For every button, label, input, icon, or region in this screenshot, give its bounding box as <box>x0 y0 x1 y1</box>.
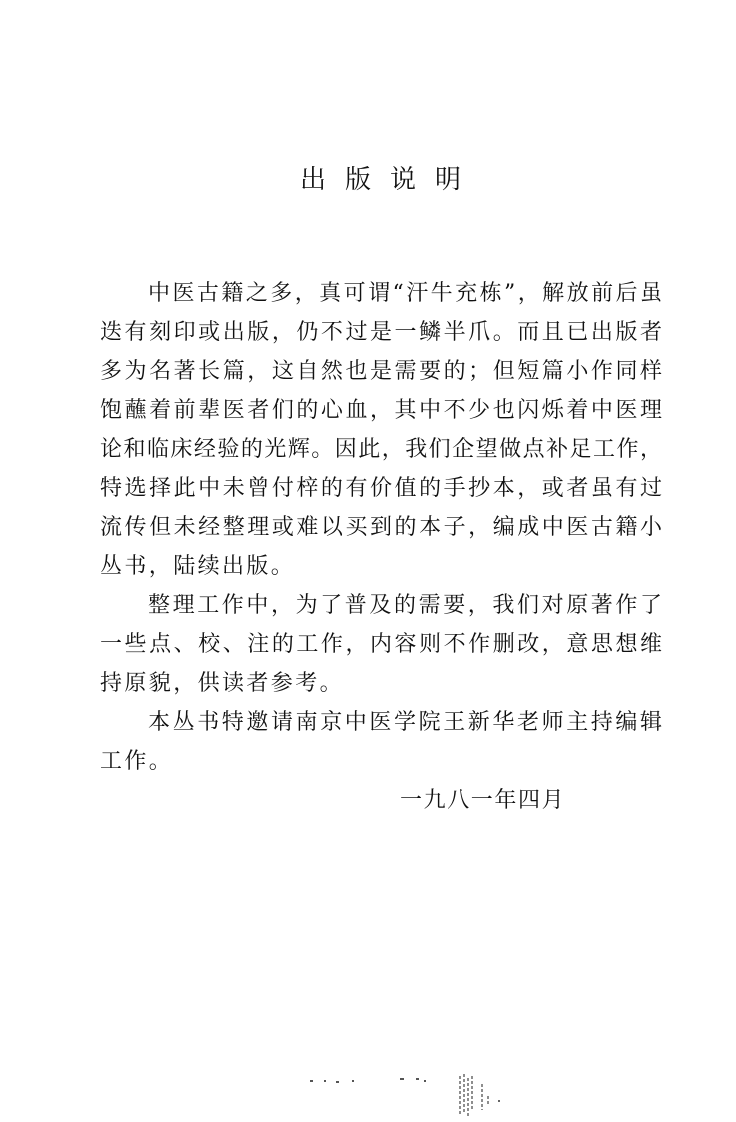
text-line: 工作。 <box>100 749 174 774</box>
document-body <box>100 274 662 820</box>
scan-noise <box>300 1066 520 1118</box>
text-line: 饱蘸着前辈医者们的心血，其中不少也闪烁着中医理 <box>100 398 662 423</box>
text-line: 特选择此中未曾付梓的有价值的手抄本，或者虽有过 <box>100 476 662 501</box>
text-line: 持原貌，供读者参考。 <box>100 671 345 696</box>
text-line: 论和临床经验的光辉。因此，我们企望做点补足工作， <box>100 437 662 462</box>
page-title: 出版说明 <box>300 165 481 195</box>
text-line: 丛书，陆续出版。 <box>100 554 296 579</box>
text-line: 流传但未经整理或难以买到的本子，编成中医古籍小 <box>100 515 662 540</box>
text-line: 中医古籍之多，真可谓“汗牛充栋”，解放前后虽 <box>148 281 662 306</box>
text-line: 整理工作中，为了普及的需要，我们对原著作了 <box>148 593 662 618</box>
text-line: 一些点、校、注的工作，内容则不作删改，意思想维 <box>100 632 662 657</box>
text-line: 迭有刻印或出版，仍不过是一鳞半爪。而且已出版者 <box>100 320 662 345</box>
text-line: 本丛书特邀请南京中医学院王新华老师主持编辑 <box>148 710 662 735</box>
date-line: 一九八一年四月 <box>400 788 566 813</box>
text-line: 多为名著长篇，这自然也是需要的；但短篇小作同样 <box>100 359 662 384</box>
